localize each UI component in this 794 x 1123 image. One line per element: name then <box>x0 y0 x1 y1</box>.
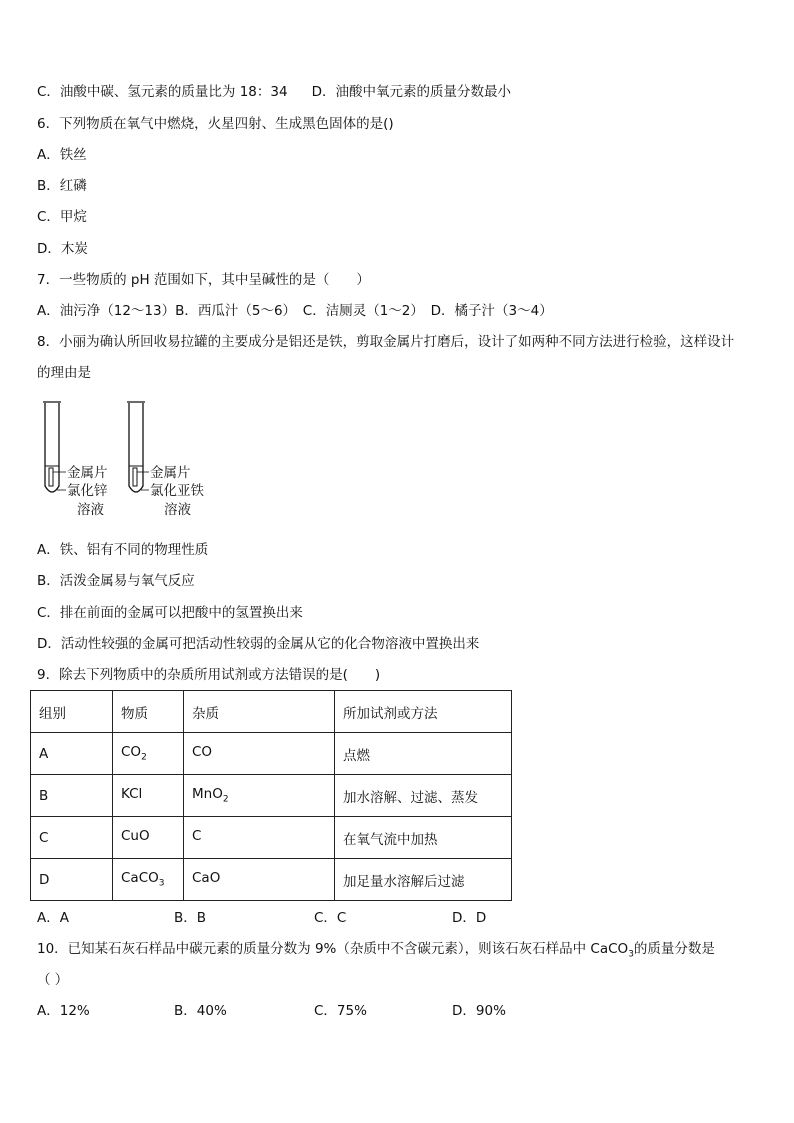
table-cell: $CO_2$ <box>113 733 184 775</box>
test-tube-1 <box>43 402 108 518</box>
table-cell: A <box>31 733 113 775</box>
q8-stem-line2: 的理由是 <box>37 365 91 381</box>
q8-option-a: A．铁、铝有不同的物理性质 <box>37 542 209 558</box>
table-cell: CuO <box>113 817 184 859</box>
table-cell: CaO <box>184 859 335 901</box>
tube1-label-liquid: 溶液 <box>77 502 104 518</box>
table-cell: 加足量水溶解后过滤 <box>335 859 512 901</box>
q9-options <box>37 909 637 927</box>
table-row <box>31 859 512 901</box>
q8-stem-line1: 8．小丽为确认所回收易拉罐的主要成分是铝还是铁，剪取金属片打磨后，设计了如两种不同方法进行检验，这样设计 <box>37 334 735 350</box>
table-cell: D <box>31 859 113 901</box>
q8-option-b: B．活泼金属易与氧气反应 <box>37 573 195 589</box>
q10-options <box>37 1002 637 1020</box>
q7-stem: 7．一些物质的 pH 范围如下，其中呈碱性的是（ ） <box>37 272 370 288</box>
tube2-label-solution: 氯化亚铁 <box>150 483 204 499</box>
table-header: 杂质 <box>184 691 335 733</box>
table-row <box>31 775 512 817</box>
table-row <box>31 817 512 859</box>
q6-option-d: D．木炭 <box>37 241 88 257</box>
q6-option-b: B．红磷 <box>37 178 87 194</box>
q10-option-a: A．12% <box>37 1003 90 1019</box>
q10-stem-line2: （ ） <box>37 972 69 988</box>
table-cell: CO <box>184 733 335 775</box>
table-cell: C <box>184 817 335 859</box>
q9-stem: 9．除去下列物质中的杂质所用试剂或方法错误的是( ) <box>37 667 381 683</box>
tube1-label-solution: 氯化锌 <box>67 483 108 499</box>
table-cell: 在氧气流中加热 <box>335 817 512 859</box>
q8-option-d: D．活动性较强的金属可把活动性较弱的金属从它的化合物溶液中置换出来 <box>37 636 480 652</box>
table-cell: MnO$_2$ <box>184 775 335 817</box>
test-tube-figure <box>30 398 230 532</box>
tube1-label-metal: 金属片 <box>67 465 108 481</box>
table-cell: 加水溶解、过滤、蒸发 <box>335 775 512 817</box>
q8-option-c: C．排在前面的金属可以把酸中的氢置换出来 <box>37 605 303 621</box>
table-cell: B <box>31 775 113 817</box>
q5-option-d: D．油酸中氧元素的质量分数最小 <box>311 84 511 100</box>
q10-option-d: D．90% <box>452 1003 506 1019</box>
table-header: 所加试剂或方法 <box>335 691 512 733</box>
tube2-label-liquid: 溶液 <box>164 502 191 518</box>
table-cell: C <box>31 817 113 859</box>
test-tube-2 <box>127 402 204 518</box>
q10-option-c: C．75% <box>314 1003 367 1019</box>
q10-stem-line1: 10．已知某石灰石样品中碳元素的质量分数为 9%（杂质中不含碳元素），则该石灰石样品中 CaCO$_3$的质量分数是 <box>37 941 715 960</box>
q9-option-a: A．A <box>37 910 69 926</box>
q6-stem: 6．下列物质在氧气中燃烧，火星四射、生成黑色固体的是() <box>37 116 394 132</box>
q9-option-d: D．D <box>452 910 487 926</box>
tube2-label-metal: 金属片 <box>150 465 191 481</box>
table-cell: 点燃 <box>335 733 512 775</box>
table-header: 物质 <box>113 691 184 733</box>
q10-option-b: B．40% <box>174 1003 227 1019</box>
q9-option-b: B．B <box>174 910 207 926</box>
table-header: 组别 <box>31 691 113 733</box>
q9-table <box>30 690 512 901</box>
q5-options-cd <box>37 83 511 101</box>
table-cell: CaCO$_3$ <box>113 859 184 901</box>
q6-option-c: C．甲烷 <box>37 209 87 225</box>
table-row <box>31 733 512 775</box>
q9-option-c: C．C <box>314 910 347 926</box>
q5-option-c: C．油酸中碳、氢元素的质量比为 18：34 <box>37 84 288 100</box>
q6-option-a: A．铁丝 <box>37 147 87 163</box>
table-cell: KCl <box>113 775 184 817</box>
table-header-row <box>31 691 512 733</box>
q7-options: A．油污净（12～13）B．西瓜汁（5～6） C．洁厕灵（1～2） D．橘子汁（3～4） <box>37 303 553 319</box>
